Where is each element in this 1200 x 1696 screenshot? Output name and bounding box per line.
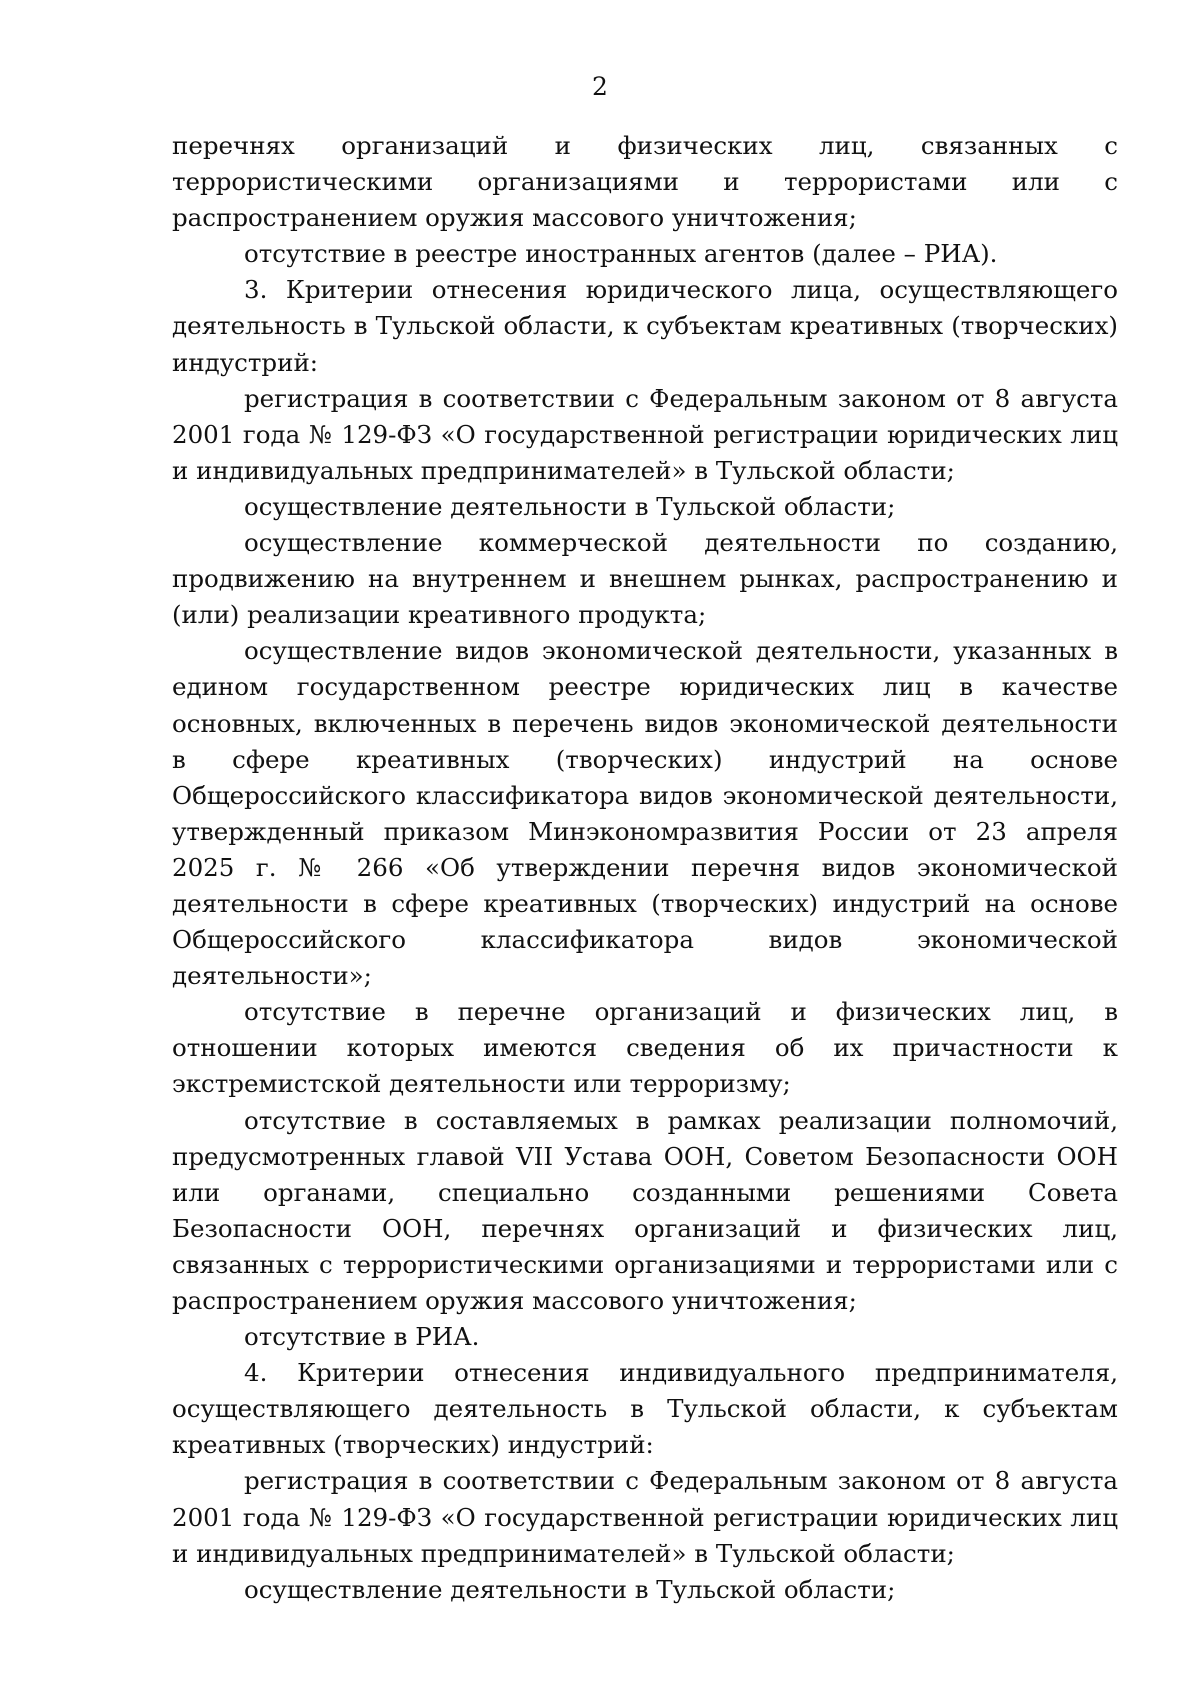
paragraph: осуществление деятельности в Тульской области; — [244, 1574, 896, 1604]
paragraph: осуществление деятельности в Тульской области; — [244, 491, 896, 521]
section-3-heading: 3. Критерии отнесения юридического лица, осуществляющего деятельность в Тульской области, к субъектам креативных (творческих) индустрий: — [172, 275, 1118, 377]
paragraph: отсутствие в составляемых в рамках реализации полномочий, предусмотренных главой VII Устава ООН, Советом Безопасности ООН или органами, специально созданными решениями Совета Безопасности ООН, перечнях организаций и физических лиц, связанных с террористическими организациями и террористами или с распространением оружия массового уничтожения; — [172, 1105, 1118, 1315]
paragraph: регистрация в соответствии с Федеральным законом от 8 августа 2001 года № 129-ФЗ «О государственной регистрации юридических лиц и индивидуальных предпринимателей» в Тульской области; — [172, 383, 1118, 485]
paragraph: отсутствие в реестре иностранных агентов (далее – РИА). — [244, 239, 998, 269]
paragraph: осуществление видов экономической деятельности, указанных в едином государственном реестре юридических лиц в качестве основных, включенных в перечень видов экономической деятельности в сфере креативных (творческих) индустрий на основе Общероссийского классификатора видов экономической деятельности, утвержденный приказом Минэкономразвития России от 23 апреля 2025 г. № 266 «Об утверждении перечня видов экономической деятельности в сфере креативных (творческих) индустрий на основе Общероссийского классификатора видов экономической деятельности»; — [172, 636, 1118, 991]
paragraph: отсутствие в перечне организаций и физических лиц, в отношении которых имеются сведения об их причастности к экстремистской деятельности или терроризму; — [172, 997, 1118, 1099]
section-4-heading: 4. Критерии отнесения индивидуального предпринимателя, осуществляющего деятельность в Тульской области, к субъектам креативных (творческих) индустрий: — [172, 1358, 1118, 1460]
paragraph: отсутствие в РИА. — [244, 1322, 480, 1352]
paragraph-continuation: перечнях организаций и физических лиц, связанных с террористическими организациями и террористами или с распространением оружия массового уничтожения; — [172, 131, 1118, 233]
document-body — [172, 128, 1118, 1608]
paragraph: осуществление коммерческой деятельности по созданию, продвижению на внутреннем и внешнем рынках, распространению и (или) реализации креативного продукта; — [172, 528, 1118, 630]
page-number: 2 — [592, 72, 608, 101]
paragraph: регистрация в соответствии с Федеральным законом от 8 августа 2001 года № 129-ФЗ «О государственной регистрации юридических лиц и индивидуальных предпринимателей» в Тульской области; — [172, 1466, 1118, 1568]
